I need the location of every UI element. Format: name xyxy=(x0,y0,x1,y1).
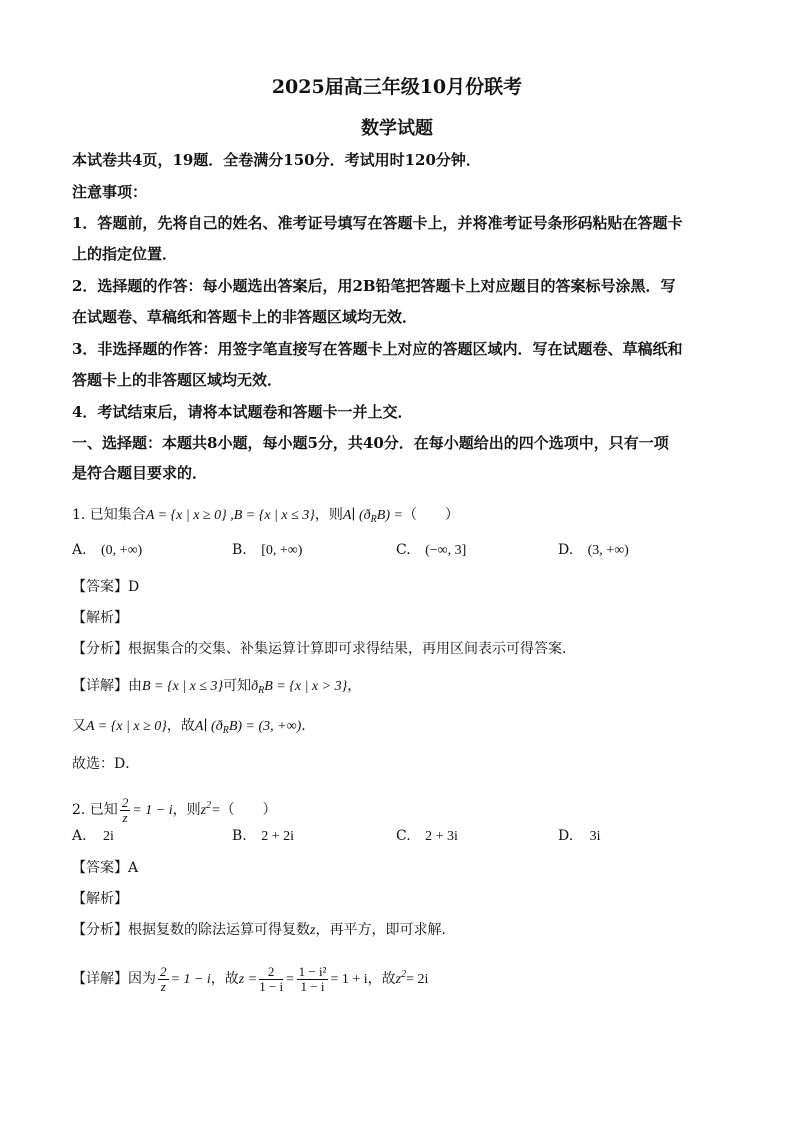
q2-detail-exponent: 2 xyxy=(401,969,407,980)
q1-complement-sub: R xyxy=(258,685,265,696)
q2-stem-fraction-numerator: 2 xyxy=(121,794,129,810)
q1-stem-mid: ，则 xyxy=(314,507,343,523)
note-1-line-2: 上的指定位置． xyxy=(72,245,178,263)
q2-paren: （ ） xyxy=(220,802,277,818)
subject-title: 数学试题 xyxy=(361,118,433,139)
q1-expression xyxy=(343,508,403,523)
q2-stem-fraction-denominator: z xyxy=(122,809,128,825)
q2-option-b-value: 2 + 2i xyxy=(261,829,294,844)
exam-summary: 本试卷共4页，19题．全卷满分150分．考试用时120分钟． xyxy=(72,151,481,169)
q2-detail-eq-2: = xyxy=(285,972,295,987)
q1-detail-mid: 可知 xyxy=(223,678,252,694)
q1-option-b-value: [0, +∞) xyxy=(261,543,303,558)
q2-detail-fraction-3-denominator: 1 − i xyxy=(300,978,325,994)
q1-detail-prefix: 【详解】由 xyxy=(72,678,142,694)
q2-detail xyxy=(72,958,428,997)
q2-detail-fraction-2-denominator: 1 − i xyxy=(259,978,284,994)
q2-analysis-tag: 【解析】 xyxy=(72,891,128,907)
q2-option-a xyxy=(72,826,114,847)
q1-line2-dot: ． xyxy=(301,718,316,734)
q1-detail-complement xyxy=(251,679,347,694)
q2-stem-exponent: 2 xyxy=(206,800,212,811)
q2-analysis-end: ，再平方，即可求解. xyxy=(315,922,446,938)
q2-prefix: 2. 已知 xyxy=(72,802,118,818)
q2-option-d-label: D. xyxy=(558,828,574,844)
q2-detail-fraction-1-denominator: z xyxy=(160,978,166,994)
q1-line2-mid: ，故 xyxy=(166,718,195,734)
note-1-line-1: 1．答题前，先将自己的姓名、准考证号填写在答题卡上，并将准考证号条形码粘贴在答题卡 xyxy=(72,214,683,232)
q2-detail-fraction-1-numerator: 2 xyxy=(160,963,167,979)
q2-option-c-label: C. xyxy=(396,828,411,844)
q1-analysis-tag: 【解析】 xyxy=(72,610,128,626)
q1-option-c xyxy=(396,540,466,561)
question-1-stem xyxy=(72,505,459,530)
q1-option-c-label: C. xyxy=(396,542,411,558)
q1-option-b-label: B. xyxy=(232,542,247,558)
q2-option-b xyxy=(232,826,294,847)
q2-analysis-start: 【分析】根据复数的除法运算可得复数 xyxy=(72,922,310,938)
q1-option-b xyxy=(232,540,302,561)
note-3-line-2: 答题卡上的非答题区域均无效． xyxy=(72,371,283,389)
q1-complement-set: B = {x | x > 3} xyxy=(264,679,348,694)
q1-line2-expression-sub: R xyxy=(222,725,229,736)
q2-stem-z: z xyxy=(200,803,207,818)
q2-detail-result: = 2i xyxy=(406,972,429,987)
q1-separator: , xyxy=(226,508,234,523)
q1-answer: 【答案】D xyxy=(72,579,140,595)
section-1-heading-line-2: 是符合题目要求的． xyxy=(72,464,208,482)
q1-option-a-value: (0, +∞) xyxy=(101,543,143,558)
q2-detail-eq-1: = 1 − i xyxy=(170,972,211,987)
q1-option-a-label: A. xyxy=(72,542,87,558)
q2-detail-z2: z xyxy=(395,972,402,987)
q1-paren: （ ） xyxy=(402,507,459,523)
notice-heading: 注意事项： xyxy=(72,183,148,201)
note-3-line-1: 3．非选择题的作答：用签字笔直接写在答题卡上对应的答题区域内．写在试题卷、草稿纸和 xyxy=(72,340,683,358)
q1-detail-comma: ， xyxy=(347,678,362,694)
q1-detail-set-b: B = {x | x ≤ 3} xyxy=(142,679,224,694)
q1-line2-expression xyxy=(195,719,301,734)
q2-detail-fraction-1 xyxy=(158,965,169,994)
q2-option-a-label: A. xyxy=(72,828,87,844)
q2-stem-fraction xyxy=(120,796,131,825)
q2-detail-z: z = xyxy=(238,972,258,987)
q2-detail-fraction-2-numerator: 2 xyxy=(259,965,283,980)
q2-stem-mid: ，则 xyxy=(172,802,201,818)
q2-detail-fraction-3-numerator: 1 − i² xyxy=(298,963,327,979)
q2-option-c-value: 2 + 3i xyxy=(425,829,458,844)
question-2-stem xyxy=(72,790,277,827)
q1-line2-expression-end: B) = (3, +∞) xyxy=(228,719,302,734)
q1-detail-line-1 xyxy=(72,676,361,701)
q1-expression-end: B) = xyxy=(376,508,403,523)
q1-conclusion: 故选：D． xyxy=(72,756,140,772)
q1-expression-start: A∣ (ð xyxy=(342,508,371,523)
q1-option-d-label: D. xyxy=(558,542,574,558)
note-2-line-2: 在试题卷、草稿纸和答题卡上的非答题区域均无效． xyxy=(72,308,418,326)
q2-detail-mid-2: ，故 xyxy=(367,971,396,987)
q1-detail-line-2 xyxy=(72,716,315,741)
q1-line2-set-a: A = {x | x ≥ 0} xyxy=(86,719,167,734)
q1-option-a xyxy=(72,540,142,561)
q2-option-d-value: 3i xyxy=(589,829,601,844)
q2-stem-equals: = xyxy=(211,803,221,818)
q1-analysis: 【分析】根据集合的交集、补集运算计算即可求得结果，再用区间表示可得答案. xyxy=(72,641,567,657)
q2-option-b-label: B. xyxy=(232,828,247,844)
q2-option-d xyxy=(558,826,601,847)
q1-complement-symbol: ð xyxy=(251,679,259,694)
q2-option-c xyxy=(396,826,458,847)
section-1-heading-line-1: 一、选择题：本题共8小题，每小题5分，共40分．在每小题给出的四个选项中，只有一项 xyxy=(72,434,669,452)
q1-prefix: 1. 已知集合 xyxy=(72,507,146,523)
q2-detail-fraction-3 xyxy=(297,965,329,994)
q2-detail-prefix: 【详解】因为 xyxy=(72,971,156,987)
q2-analysis xyxy=(72,920,446,941)
q2-detail-fraction-2 xyxy=(259,965,283,994)
q1-line2-expression-start: A∣ (ð xyxy=(194,719,223,734)
q1-option-d xyxy=(558,540,629,561)
q2-detail-mid-1: ，故 xyxy=(210,971,239,987)
q2-option-a-value: 2i xyxy=(103,829,114,844)
q2-detail-eq-3: = 1 + i xyxy=(330,972,368,987)
q1-line2-prefix: 又 xyxy=(72,718,86,734)
note-4: 4．考试结束后，请将本试题卷和答题卡一并上交． xyxy=(72,403,413,421)
exam-title: 2025届高三年级10月份联考 xyxy=(271,76,523,98)
q2-stem-equation: = 1 − i xyxy=(132,803,173,818)
q2-analysis-z: z xyxy=(310,923,316,938)
q1-set-b: B = {x | x ≤ 3} xyxy=(233,508,315,523)
q2-answer: 【答案】A xyxy=(72,860,139,876)
q1-option-c-value: (−∞, 3] xyxy=(425,543,467,558)
q1-option-d-value: (3, +∞) xyxy=(587,543,629,558)
q1-expression-sub: R xyxy=(370,514,377,525)
q1-set-a: A = {x | x ≥ 0} xyxy=(145,508,227,523)
note-2-line-1: 2．选择题的作答：每小题选出答案后，用2B铅笔把答题卡上对应题目的答案标号涂黑．写 xyxy=(72,277,676,295)
